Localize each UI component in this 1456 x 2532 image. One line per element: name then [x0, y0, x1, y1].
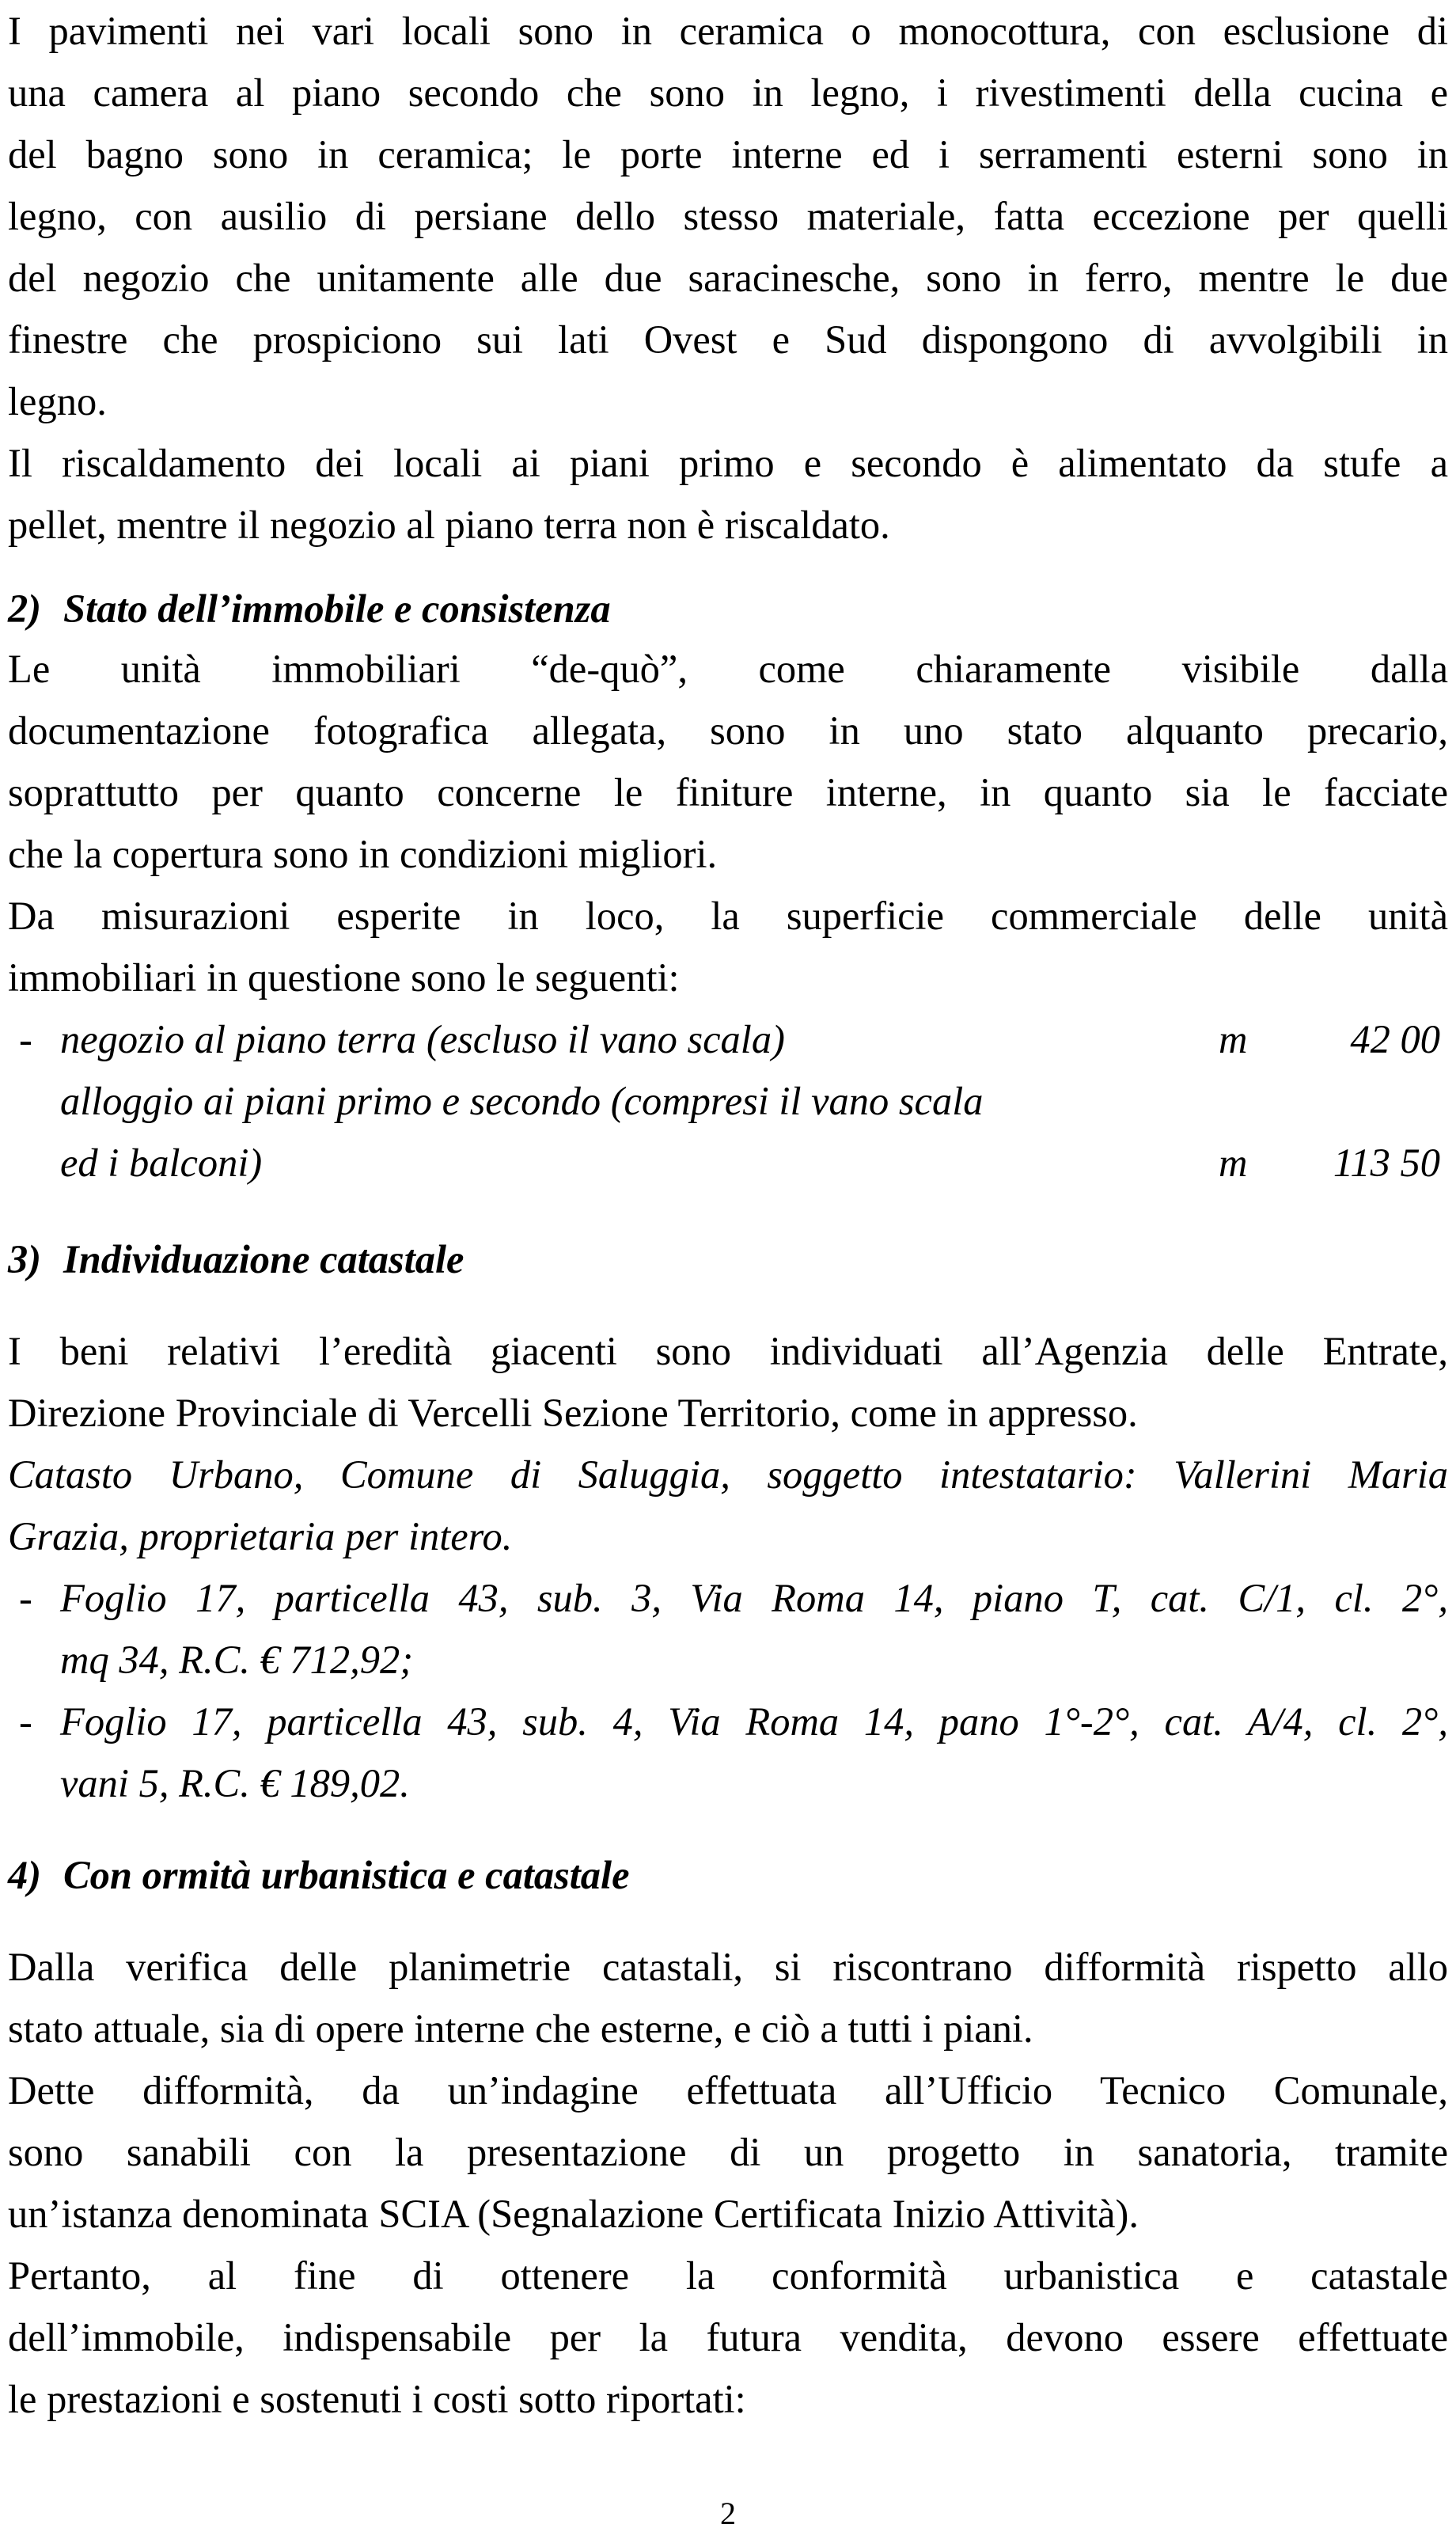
intro-paragraph — [8, 0, 1448, 432]
list-item — [8, 1691, 1448, 1814]
section-heading — [8, 1236, 464, 1282]
item-value: 42 00 — [1350, 1017, 1440, 1061]
heating-paragraph — [8, 432, 1448, 556]
text-line: Direzione Provinciale di Vercelli Sezione Territorio, come in appresso. — [8, 1391, 1138, 1435]
section-heading — [8, 586, 611, 632]
text-line: legno, con ausilio di persiane dello stesso materiale, fatta eccezione per quelli — [8, 194, 1448, 238]
list-item — [8, 1008, 1448, 1070]
section-title: Stato dell’immobile e consistenza — [63, 586, 611, 631]
text-line: pellet, mentre il negozio al piano terra non è riscaldato. — [8, 503, 890, 547]
conclusion-paragraph — [8, 2245, 1448, 2430]
list-dash: - — [19, 1699, 32, 1744]
page-number: 2 — [720, 2496, 736, 2531]
text-line: del bagno sono in ceramica; le porte interne ed i serramenti esterni sono in — [8, 132, 1448, 177]
text-line: finestre che prospiciono sui lati Ovest e Sud dispongono di avvolgibili in — [8, 317, 1448, 362]
section-heading — [8, 1852, 629, 1898]
item-text — [60, 1691, 1448, 1814]
text-line: documentazione fotografica allegata, sono in uno stato alquanto precario, — [8, 708, 1448, 753]
text-line: le prestazioni e sostenuti i costi sotto riportati: — [8, 2377, 746, 2421]
section-number: 3) — [8, 1237, 42, 1281]
cadastral-paragraph — [8, 1320, 1448, 1444]
measurement-paragraph — [8, 885, 1448, 1008]
section-number: 4) — [8, 1853, 42, 1897]
cadastral-owner — [8, 1444, 1448, 1567]
text-line: vani 5, R.C. € 189,02. — [60, 1761, 410, 1805]
section-title: Con ormità urbanistica e catastale — [63, 1853, 630, 1897]
text-line: Pertanto, al fine di ottenere la conformità urbanistica e catastale — [8, 2253, 1448, 2298]
item-description: ed i balconi) — [60, 1141, 263, 1185]
list-item — [8, 1070, 1448, 1194]
item-unit: m — [1219, 1141, 1248, 1185]
item-value: 113 50 — [1333, 1141, 1440, 1185]
text-line: che la copertura sono in condizioni migliori. — [8, 832, 718, 876]
text-line: I beni relativi l’eredità giacenti sono individuati all’Agenzia delle Entrate, — [8, 1329, 1448, 1373]
conformity-paragraph — [8, 1936, 1448, 2059]
text-line: Grazia, proprietaria per intero. — [8, 1514, 513, 1558]
text-line: del negozio che unitamente alle due saracinesche, sono in ferro, mentre le due — [8, 256, 1448, 300]
text-line: Le unità immobiliari “de-quò”, come chiaramente visibile dalla — [8, 647, 1448, 691]
item-text — [60, 1567, 1448, 1691]
text-line: Dalla verifica delle planimetrie catastali, si riscontrano difformità rispetto allo — [8, 1945, 1448, 1989]
text-line: una camera al piano secondo che sono in legno, i rivestimenti della cucina e — [8, 70, 1448, 115]
section-number: 2) — [8, 586, 42, 631]
text-line: Catasto Urbano, Comune di Saluggia, soggetto intestatario: Vallerini Maria — [8, 1452, 1448, 1497]
item-description: alloggio ai piani primo e secondo (compresi il vano scala — [60, 1079, 984, 1123]
text-line: Dette difformità, da un’indagine effettuata all’Ufficio Tecnico Comunale, — [8, 2068, 1448, 2113]
list-dash: - — [19, 1017, 32, 1061]
text-line: un’istanza denominata SCIA (Segnalazione Certificata Inizio Attività). — [8, 2192, 1139, 2236]
text-line: mq 34, R.C. € 712,92; — [60, 1638, 414, 1682]
list-item — [8, 1567, 1448, 1691]
text-line: Foglio 17, particella 43, sub. 3, Via Roma 14, piano T, cat. C/1, cl. 2°, — [60, 1576, 1448, 1620]
discrepancy-paragraph — [8, 2059, 1448, 2245]
text-line: Il riscaldamento dei locali ai piani primo e secondo è alimentato da stufe a — [8, 441, 1448, 485]
text-line: immobiliari in questione sono le seguenti: — [8, 955, 680, 1000]
list-dash: - — [19, 1576, 32, 1620]
state-paragraph — [8, 638, 1448, 885]
section-title: Individuazione catastale — [63, 1237, 464, 1281]
text-line: Foglio 17, particella 43, sub. 4, Via Roma 14, pano 1°-2°, cat. A/4, cl. 2°, — [60, 1699, 1448, 1744]
text-line: legno. — [8, 379, 107, 423]
text-line: I pavimenti nei vari locali sono in ceramica o monocottura, con esclusione di — [8, 9, 1448, 53]
text-line: stato attuale, sia di opere interne che esterne, e ciò a tutti i piani. — [8, 2006, 1033, 2051]
item-unit: m — [1219, 1017, 1248, 1061]
text-line: sono sanabili con la presentazione di un progetto in sanatoria, tramite — [8, 2130, 1448, 2174]
text-line: dell’immobile, indispensabile per la futura vendita, devono essere effettuate — [8, 2315, 1448, 2359]
text-line: Da misurazioni esperite in loco, la superficie commerciale delle unità — [8, 894, 1448, 938]
text-line: soprattutto per quanto concerne le finiture interne, in quanto sia le facciate — [8, 770, 1448, 814]
item-description: negozio al piano terra (escluso il vano scala) — [60, 1017, 785, 1061]
